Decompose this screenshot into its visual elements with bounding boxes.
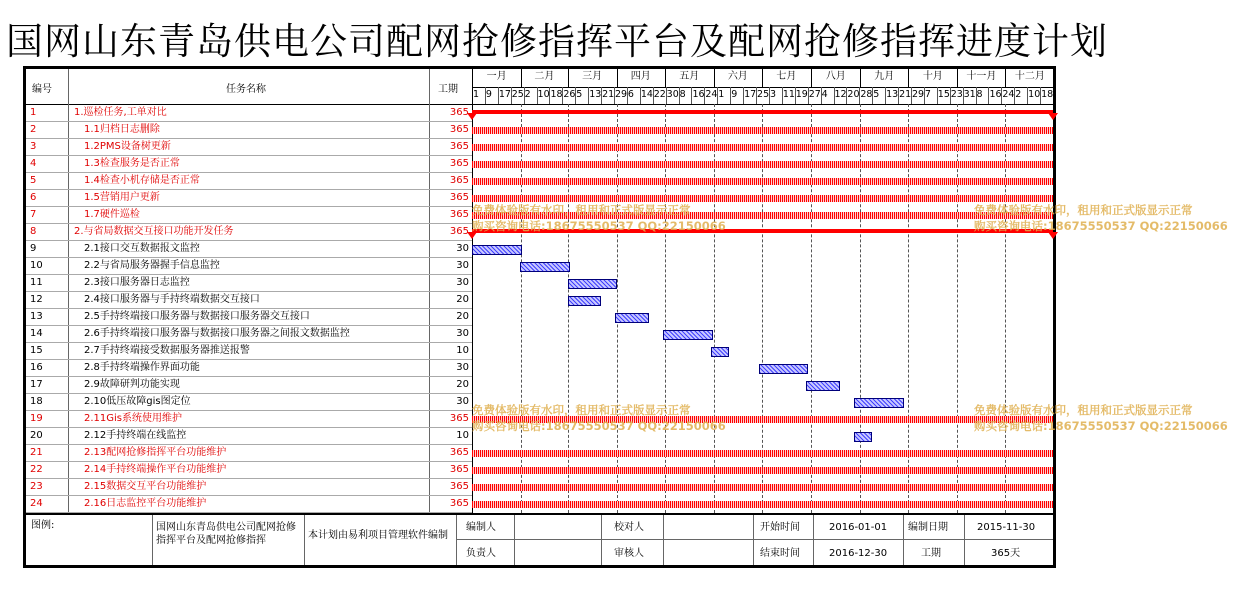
day-tick-label: 1 [718, 89, 725, 100]
task-number: 16 [30, 362, 43, 373]
task-name: 2.7手持终端接受数据服务器推送报警 [84, 345, 250, 356]
month-label: 五月 [679, 71, 700, 82]
task-number: 17 [30, 379, 43, 390]
task-bar-maintenance [472, 178, 1053, 185]
day-tick-label: 30 [666, 89, 679, 100]
month-label: 一月 [486, 71, 507, 82]
task-row [26, 309, 1053, 326]
reviewer-label: 审核人 [614, 548, 644, 559]
task-bar [663, 330, 713, 340]
day-tick-label: 21 [602, 89, 615, 100]
task-number: 19 [30, 413, 43, 424]
task-bar [615, 313, 649, 323]
task-duration: 10 [456, 345, 469, 356]
task-number: 11 [30, 277, 43, 288]
task-bar [759, 364, 809, 374]
task-number: 2 [30, 124, 37, 135]
task-duration: 30 [456, 277, 469, 288]
task-name: 1.5营销用户更新 [84, 192, 160, 203]
task-bar-maintenance [472, 144, 1053, 151]
task-row [26, 360, 1053, 377]
summary-start-marker [467, 113, 477, 120]
task-bar [472, 245, 522, 255]
day-tick-label: 5 [873, 89, 880, 100]
day-tick-label: 29 [615, 89, 628, 100]
day-tick-label: 10 [537, 89, 550, 100]
month-label: 七月 [776, 71, 797, 82]
day-tick-label: 8 [679, 89, 686, 100]
day-tick-label: 10 [1028, 89, 1041, 100]
duration-value: 365天 [991, 548, 1021, 559]
day-tick-label: 21 [899, 89, 912, 100]
month-label: 二月 [534, 71, 555, 82]
day-tick-label: 27 [808, 89, 821, 100]
task-duration: 365 [449, 209, 469, 220]
task-name: 1.4检查小机存储是否正常 [84, 175, 200, 186]
task-number: 13 [30, 311, 43, 322]
task-bar [568, 296, 602, 306]
task-name: 1.3检查服务是否正常 [84, 158, 180, 169]
task-name: 1.7硬件巡检 [84, 209, 140, 220]
owner-label: 负责人 [466, 548, 496, 559]
watermark-contact: 购买咨询电话:18675550537 QQ:22150066 [472, 219, 726, 233]
task-bar-maintenance [472, 195, 1053, 202]
task-name: 2.14手持终端操作平台功能维护 [84, 464, 227, 475]
day-tick-label: 17 [498, 89, 511, 100]
task-name: 2.10低压故障gis图定位 [84, 396, 191, 407]
day-tick-label: 24 [1002, 89, 1015, 100]
footer-made-by: 本计划由易利项目管理软件编制 [308, 530, 448, 541]
task-name: 2.12手持终端在线监控 [84, 430, 187, 441]
day-tick-label: 12 [834, 89, 847, 100]
task-duration: 30 [456, 260, 469, 271]
task-number: 1 [30, 107, 37, 118]
task-name: 1.2PMS设备树更新 [84, 141, 171, 152]
day-tick-label: 1 [473, 89, 480, 100]
checker-label: 校对人 [614, 522, 644, 533]
task-number: 3 [30, 141, 37, 152]
task-duration: 365 [449, 447, 469, 458]
task-number: 18 [30, 396, 43, 407]
task-bar-maintenance [472, 484, 1053, 491]
task-duration: 30 [456, 328, 469, 339]
task-duration: 30 [456, 362, 469, 373]
day-tick-label: 24 [705, 89, 718, 100]
task-duration: 365 [449, 175, 469, 186]
day-tick-label: 17 [744, 89, 757, 100]
watermark-free-trial: 免费体验版有水印，租用和正式版显示正常 [472, 203, 691, 217]
watermark-free-trial: 免费体验版有水印，租用和正式版显示正常 [974, 403, 1193, 417]
day-tick-label: 23 [950, 89, 963, 100]
watermark-contact: 购买咨询电话:18675550537 QQ:22150066 [974, 219, 1228, 233]
task-row [26, 326, 1053, 343]
task-bar [568, 279, 618, 289]
task-row [26, 275, 1053, 292]
watermark-free-trial: 免费体验版有水印，租用和正式版显示正常 [472, 403, 691, 417]
day-tick-label: 16 [692, 89, 705, 100]
header-no: 编号 [32, 84, 52, 95]
task-duration: 30 [456, 243, 469, 254]
task-duration: 365 [449, 107, 469, 118]
task-name: 2.15数据交互平台功能维护 [84, 481, 207, 492]
month-label: 十月 [922, 71, 943, 82]
day-tick-label: 2 [524, 89, 531, 100]
task-number: 21 [30, 447, 43, 458]
task-number: 9 [30, 243, 37, 254]
task-name: 2.4接口服务器与手持终端数据交互接口 [84, 294, 260, 305]
day-tick-label: 14 [640, 89, 653, 100]
task-bar [854, 432, 872, 442]
task-bar [854, 398, 904, 408]
task-bar-maintenance [472, 161, 1053, 168]
day-tick-label: 16 [989, 89, 1002, 100]
legend-label: 图例: [31, 520, 55, 531]
task-bar [520, 262, 570, 272]
editor-label: 编制人 [466, 522, 496, 533]
task-name: 2.13配网抢修指挥平台功能维护 [84, 447, 227, 458]
footer-project-name: 国网山东青岛供电公司配网抢修指挥平台及配网抢修指挥 [156, 522, 296, 546]
task-number: 12 [30, 294, 43, 305]
day-tick-label: 5 [576, 89, 583, 100]
day-tick-label: 9 [731, 89, 738, 100]
task-name: 2.16日志监控平台功能维护 [84, 498, 207, 509]
task-duration: 20 [456, 379, 469, 390]
task-duration: 10 [456, 430, 469, 441]
task-bar [711, 347, 729, 357]
task-duration: 365 [449, 158, 469, 169]
day-tick-label: 6 [627, 89, 634, 100]
month-label: 三月 [582, 71, 603, 82]
task-duration: 365 [449, 141, 469, 152]
month-label: 十二月 [1014, 71, 1045, 82]
compile-date-value: 2015-11-30 [977, 522, 1036, 533]
end-label: 结束时间 [760, 548, 800, 559]
task-name: 1.1归档日志删除 [84, 124, 160, 135]
end-value: 2016-12-30 [829, 548, 888, 559]
task-number: 24 [30, 498, 43, 509]
task-name: 2.9故障研判功能实现 [84, 379, 180, 390]
task-duration: 365 [449, 498, 469, 509]
task-number: 20 [30, 430, 43, 441]
task-duration: 365 [449, 464, 469, 475]
day-tick-label: 4 [821, 89, 828, 100]
watermark-free-trial: 免费体验版有水印，租用和正式版显示正常 [974, 203, 1193, 217]
watermark-contact: 购买咨询电话:18675550537 QQ:22150066 [974, 419, 1228, 433]
task-number: 7 [30, 209, 37, 220]
header-task-name: 任务名称 [226, 84, 266, 95]
task-duration: 365 [449, 481, 469, 492]
task-duration: 20 [456, 311, 469, 322]
task-duration: 365 [449, 192, 469, 203]
day-tick-label: 31 [963, 89, 976, 100]
summary-bar [472, 110, 1053, 114]
day-tick-label: 18 [1041, 89, 1054, 100]
task-name: 2.11Gis系统使用维护 [84, 413, 183, 424]
day-tick-label: 25 [757, 89, 770, 100]
day-tick-label: 28 [860, 89, 873, 100]
task-number: 6 [30, 192, 37, 203]
day-tick-label: 20 [847, 89, 860, 100]
task-bar-maintenance [472, 467, 1053, 474]
task-row [26, 343, 1053, 360]
day-tick-label: 13 [886, 89, 899, 100]
task-row [26, 377, 1053, 394]
day-tick-label: 8 [976, 89, 983, 100]
start-value: 2016-01-01 [829, 522, 888, 533]
task-number: 23 [30, 481, 43, 492]
day-tick-label: 15 [937, 89, 950, 100]
task-bar-maintenance [472, 501, 1053, 508]
task-row [26, 292, 1053, 309]
day-tick-label: 11 [782, 89, 795, 100]
task-bar-maintenance [472, 450, 1053, 457]
day-tick-label: 18 [550, 89, 563, 100]
task-name: 1.巡检任务,工单对比 [74, 107, 167, 118]
task-bar-maintenance [472, 127, 1053, 134]
day-tick-label: 13 [589, 89, 602, 100]
task-name: 2.3接口服务器日志监控 [84, 277, 190, 288]
task-name: 2.6手持终端接口服务器与数据接口服务器之间报文数据监控 [84, 328, 350, 339]
task-number: 14 [30, 328, 43, 339]
task-number: 4 [30, 158, 37, 169]
task-name: 2.5手持终端接口服务器与数据接口服务器交互接口 [84, 311, 310, 322]
watermark-contact: 购买咨询电话:18675550537 QQ:22150066 [472, 419, 726, 433]
task-number: 22 [30, 464, 43, 475]
day-tick-label: 25 [511, 89, 524, 100]
task-duration: 365 [449, 226, 469, 237]
header-duration: 工期 [438, 84, 458, 95]
task-name: 2.2与省局服务器握手信息监控 [84, 260, 220, 271]
task-number: 5 [30, 175, 37, 186]
month-label: 八月 [825, 71, 846, 82]
duration-label: 工期 [921, 548, 941, 559]
task-name: 2.8手持终端操作界面功能 [84, 362, 200, 373]
summary-end-marker [1048, 113, 1058, 120]
task-bar [806, 381, 840, 391]
task-name: 2.1接口交互数据报文监控 [84, 243, 200, 254]
task-duration: 365 [449, 124, 469, 135]
task-number: 10 [30, 260, 43, 271]
day-tick-label: 7 [924, 89, 931, 100]
day-tick-label: 19 [795, 89, 808, 100]
day-tick-label: 22 [653, 89, 666, 100]
day-tick-label: 9 [485, 89, 492, 100]
start-label: 开始时间 [760, 522, 800, 533]
task-number: 8 [30, 226, 37, 237]
compile-date-label: 编制日期 [908, 522, 948, 533]
month-label: 四月 [630, 71, 651, 82]
task-name: 2.与省局数据交互接口功能开发任务 [74, 226, 234, 237]
day-tick-label: 3 [769, 89, 776, 100]
task-duration: 20 [456, 294, 469, 305]
task-number: 15 [30, 345, 43, 356]
day-tick-label: 2 [1015, 89, 1022, 100]
page-title: 国网山东青岛供电公司配网抢修指挥平台及配网抢修指挥进度计划 [6, 20, 1108, 63]
task-duration: 365 [449, 413, 469, 424]
gantt-chart [23, 66, 1228, 568]
month-label: 十一月 [966, 71, 997, 82]
month-label: 九月 [874, 71, 895, 82]
day-tick-label: 26 [563, 89, 576, 100]
task-duration: 30 [456, 396, 469, 407]
task-row [26, 241, 1053, 258]
month-label: 六月 [727, 71, 748, 82]
day-tick-label: 29 [911, 89, 925, 100]
